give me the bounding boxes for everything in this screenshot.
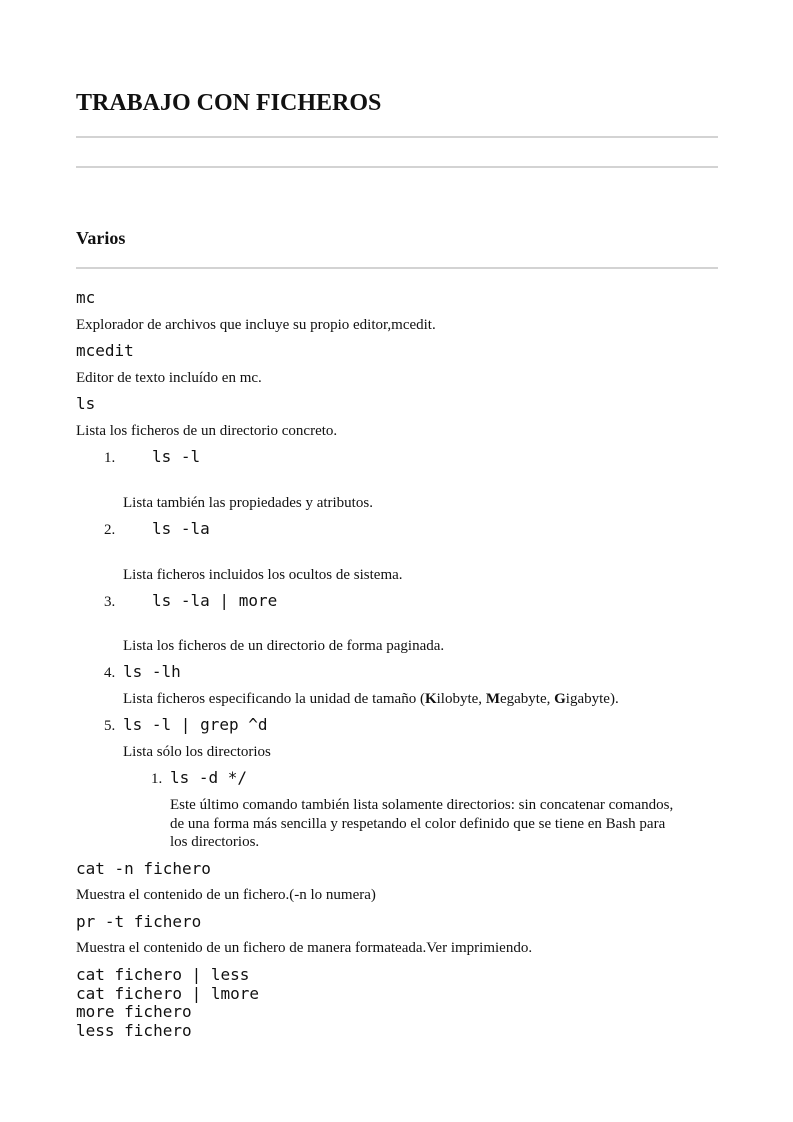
command-pr-t-description: Muestra el contenido de un fichero de manera formateada.Ver imprimiendo. xyxy=(76,940,533,956)
ls-option-description: Lista sólo los directorios xyxy=(123,744,271,760)
list-item-number: 2. xyxy=(104,522,116,538)
page-title: TRABAJO CON FICHEROS xyxy=(76,90,382,116)
ls-option-command: ls -l | grep ^d xyxy=(123,715,268,734)
code-line: cat fichero | lmore xyxy=(76,984,260,1003)
sub-option-description-line: Este último comando también lista solamente directorios: sin concatenar comandos, xyxy=(170,797,674,813)
code-line: more fichero xyxy=(76,1002,192,1021)
command-mc: mc xyxy=(76,288,96,307)
command-ls: ls xyxy=(76,394,96,413)
command-pr-t: pr -t fichero xyxy=(76,912,202,931)
list-item-number: 1. xyxy=(104,450,116,466)
ls-option-description: Lista los ficheros de un directorio de forma paginada. xyxy=(123,638,445,654)
list-item-number: 3. xyxy=(104,594,116,610)
command-mcedit: mcedit xyxy=(76,341,134,360)
ls-option-description: Lista ficheros especificando la unidad de tamaño (Kilobyte, Megabyte, Gigabyte). xyxy=(123,691,619,707)
title-divider xyxy=(76,136,718,138)
ls-option-command: ls -l xyxy=(152,447,201,466)
ls-option-description: Lista también las propiedades y atributos. xyxy=(123,495,373,511)
ls-option-description: Lista ficheros incluidos los ocultos de sistema. xyxy=(123,567,403,583)
command-ls-description: Lista los ficheros de un directorio concreto. xyxy=(76,423,338,439)
list-item-number: 5. xyxy=(104,718,116,734)
ls-option-command: ls -lh xyxy=(123,662,181,681)
ls-option-command: ls -la | more xyxy=(152,591,278,610)
code-line: less fichero xyxy=(76,1021,192,1040)
sub-option-description-line: de una forma más sencilla y respetando el color definido que se tiene en Bash para xyxy=(170,816,666,832)
section-heading: Varios xyxy=(76,228,126,248)
list-item-number: 4. xyxy=(104,665,116,681)
command-mc-description: Explorador de archivos que incluye su propio editor,mcedit. xyxy=(76,317,436,333)
code-line: cat fichero | less xyxy=(76,965,250,984)
title-divider-secondary xyxy=(76,166,718,168)
command-cat-n-description: Muestra el contenido de un fichero.(-n lo numera) xyxy=(76,887,376,903)
sub-option-description-line: los directorios. xyxy=(170,834,260,850)
ls-option-command: ls -la xyxy=(152,519,210,538)
section-divider xyxy=(76,267,718,269)
sub-option-command: ls -d */ xyxy=(170,768,248,787)
command-mcedit-description: Editor de texto incluído en mc. xyxy=(76,370,262,386)
command-cat-n: cat -n fichero xyxy=(76,859,211,878)
sub-list-item-number: 1. xyxy=(151,771,163,787)
